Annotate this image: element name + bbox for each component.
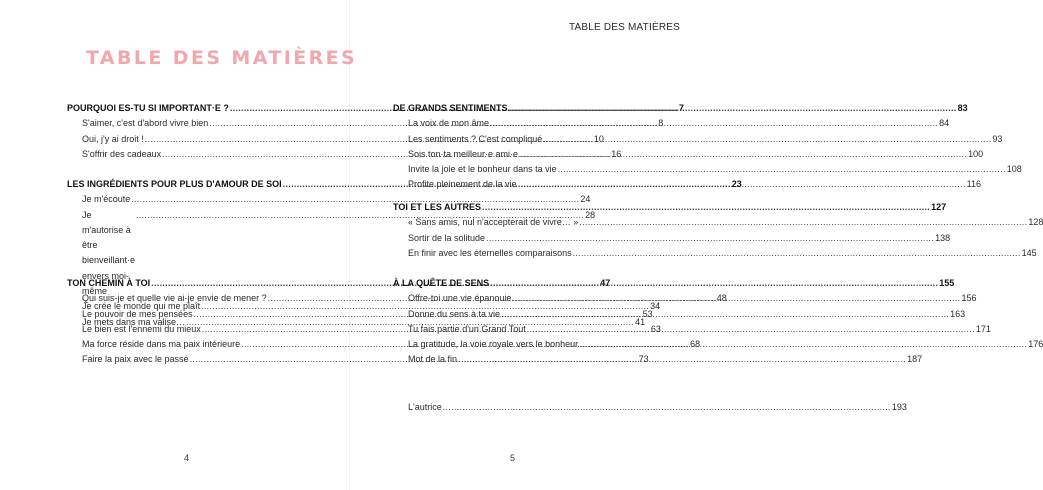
toc-entry[interactable]	[393, 116, 950, 131]
dot-leader	[486, 231, 934, 246]
entry-title: Sois ton·ta meilleur·e ami·e	[408, 148, 519, 159]
entry-page: 128	[1028, 217, 1043, 228]
dot-leader	[490, 276, 938, 291]
entry-title: « Sans amis, nul n'accepterait de vivre… »	[408, 217, 579, 228]
toc-entry[interactable]	[393, 147, 984, 162]
dot-leader	[458, 352, 906, 367]
entry-page: 84	[939, 118, 950, 129]
entry-title: Faire la paix avec le passé	[82, 354, 189, 365]
entry-page: 100	[968, 148, 984, 159]
section-page: 7	[678, 103, 684, 113]
entry-page: 53	[642, 308, 653, 319]
toc-entry[interactable]	[393, 132, 1003, 147]
entry-page: 108	[1006, 164, 1022, 175]
entry-title: Je mets dans ma valise…	[82, 316, 186, 327]
entry-title: Je m'autorise à être bienveillant·e envers moi-même	[82, 209, 136, 297]
entry-page: 116	[966, 179, 981, 190]
section-page: 83	[957, 103, 968, 113]
entry-title: En finir avec les éternelles comparaisons	[408, 247, 572, 258]
toc-author	[393, 400, 907, 415]
dot-leader	[501, 307, 949, 322]
toc-entry[interactable]	[393, 246, 1037, 261]
entry-title: Invite la joie et le bonheur dans ta vie	[408, 164, 557, 175]
dot-leader	[519, 147, 967, 162]
section-title: À LA QUÊTE DE SENS	[393, 278, 490, 288]
entry-title: Je crée le monde qui me plaît	[82, 301, 201, 312]
section-heading[interactable]	[393, 101, 968, 116]
dot-leader	[490, 116, 938, 131]
section-title: POURQUOI ES-TU SI IMPORTANT·E ?	[67, 103, 229, 113]
entry-page: 63	[650, 323, 661, 334]
entry-page: 8	[658, 118, 664, 129]
entry-title: Le pouvoir de mes pensées	[82, 308, 193, 319]
entry-title: Le bien est l'ennemi du mieux	[82, 323, 201, 334]
dot-leader	[573, 246, 1021, 261]
entry-page: 16	[611, 148, 622, 159]
dot-leader	[558, 162, 1006, 177]
dot-leader	[579, 215, 1027, 230]
entry-page: 68	[690, 339, 701, 350]
toc-section-5	[393, 200, 1043, 261]
dot-leader	[527, 322, 975, 337]
entry-title: Les sentiments ? C'est compliqué	[408, 133, 543, 144]
entry-page: 176	[1028, 339, 1043, 350]
entry-page: 28	[585, 209, 596, 220]
dot-leader	[482, 200, 930, 215]
entry-page: 34	[650, 301, 661, 312]
entry-page: 24	[580, 194, 591, 205]
entry-title: La gratitude, la voie royale vers le bonheur	[408, 339, 579, 350]
section-page: 127	[931, 202, 947, 212]
entry-title: Je m'écoute	[82, 194, 131, 205]
entry-page: 41	[635, 316, 646, 327]
section-title: TON CHEMIN À TOI	[67, 278, 151, 288]
page-gutter	[349, 0, 350, 490]
section-heading[interactable]	[393, 276, 955, 291]
entry-page: 93	[992, 133, 1003, 144]
entry-title: Oui, j'y ai droit !	[82, 133, 144, 144]
entry-page: 73	[638, 354, 649, 365]
section-page: 47	[600, 278, 611, 288]
dot-leader	[518, 177, 966, 192]
entry-page: 48	[716, 293, 727, 304]
entry-title: Mot de la fin	[408, 354, 458, 365]
dot-leader	[579, 337, 1027, 352]
dot-leader	[512, 291, 960, 306]
entry-title: Sortir de la solitude	[408, 232, 486, 243]
entry-title: Tu fais partie d'un Grand Tout	[408, 323, 526, 334]
section-title: DE GRANDS SENTIMENTS	[393, 103, 508, 113]
toc-entry-author[interactable]	[393, 400, 907, 415]
entry-title: S'offrir des cadeaux	[82, 148, 162, 159]
entry-page: 138	[935, 232, 951, 243]
dot-leader	[509, 101, 957, 116]
toc-entry[interactable]	[393, 215, 1043, 230]
toc-entry[interactable]	[393, 231, 951, 246]
entry-page: 145	[1021, 247, 1037, 258]
section-heading[interactable]	[393, 200, 947, 215]
entry-page: 187	[907, 354, 923, 365]
section-title: TOI ET LES AUTRES	[393, 202, 482, 212]
section-page: 23	[731, 179, 742, 189]
entry-title: Ma force réside dans ma paix intérieure	[82, 339, 241, 350]
entry-title: Qui suis-je et quelle vie ai-je envie de mener ?	[82, 293, 267, 304]
entry-title: Offre-toi une vie épanouie	[408, 293, 512, 304]
entry-title: L'autrice	[408, 402, 442, 412]
toc-entry[interactable]	[393, 162, 1022, 177]
running-head: TABLE DES MATIÈRES	[568, 22, 680, 33]
entry-page: 10	[593, 133, 604, 144]
entry-title: Donne du sens à ta vie	[408, 308, 501, 319]
left-page-number: 4	[184, 453, 190, 463]
entry-title: Profite pleinement de la vie	[408, 179, 517, 190]
dot-leader	[443, 400, 891, 415]
entry-page: 171	[975, 323, 991, 334]
entry-page: 193	[891, 402, 907, 412]
right-page-number: 5	[510, 453, 516, 463]
entry-page: 156	[961, 293, 977, 304]
entry-page: 163	[950, 308, 966, 319]
page-title: TABLE DES MATIÈRES	[86, 47, 358, 69]
entry-title: S'aimer, c'est d'abord vivre bien	[82, 118, 209, 129]
dot-leader	[543, 132, 991, 147]
section-page: 155	[939, 278, 955, 288]
section-title: LES INGRÉDIENTS POUR PLUS D'AMOUR DE SOI	[67, 179, 282, 189]
entry-title: La voix de mon âme	[408, 118, 490, 129]
